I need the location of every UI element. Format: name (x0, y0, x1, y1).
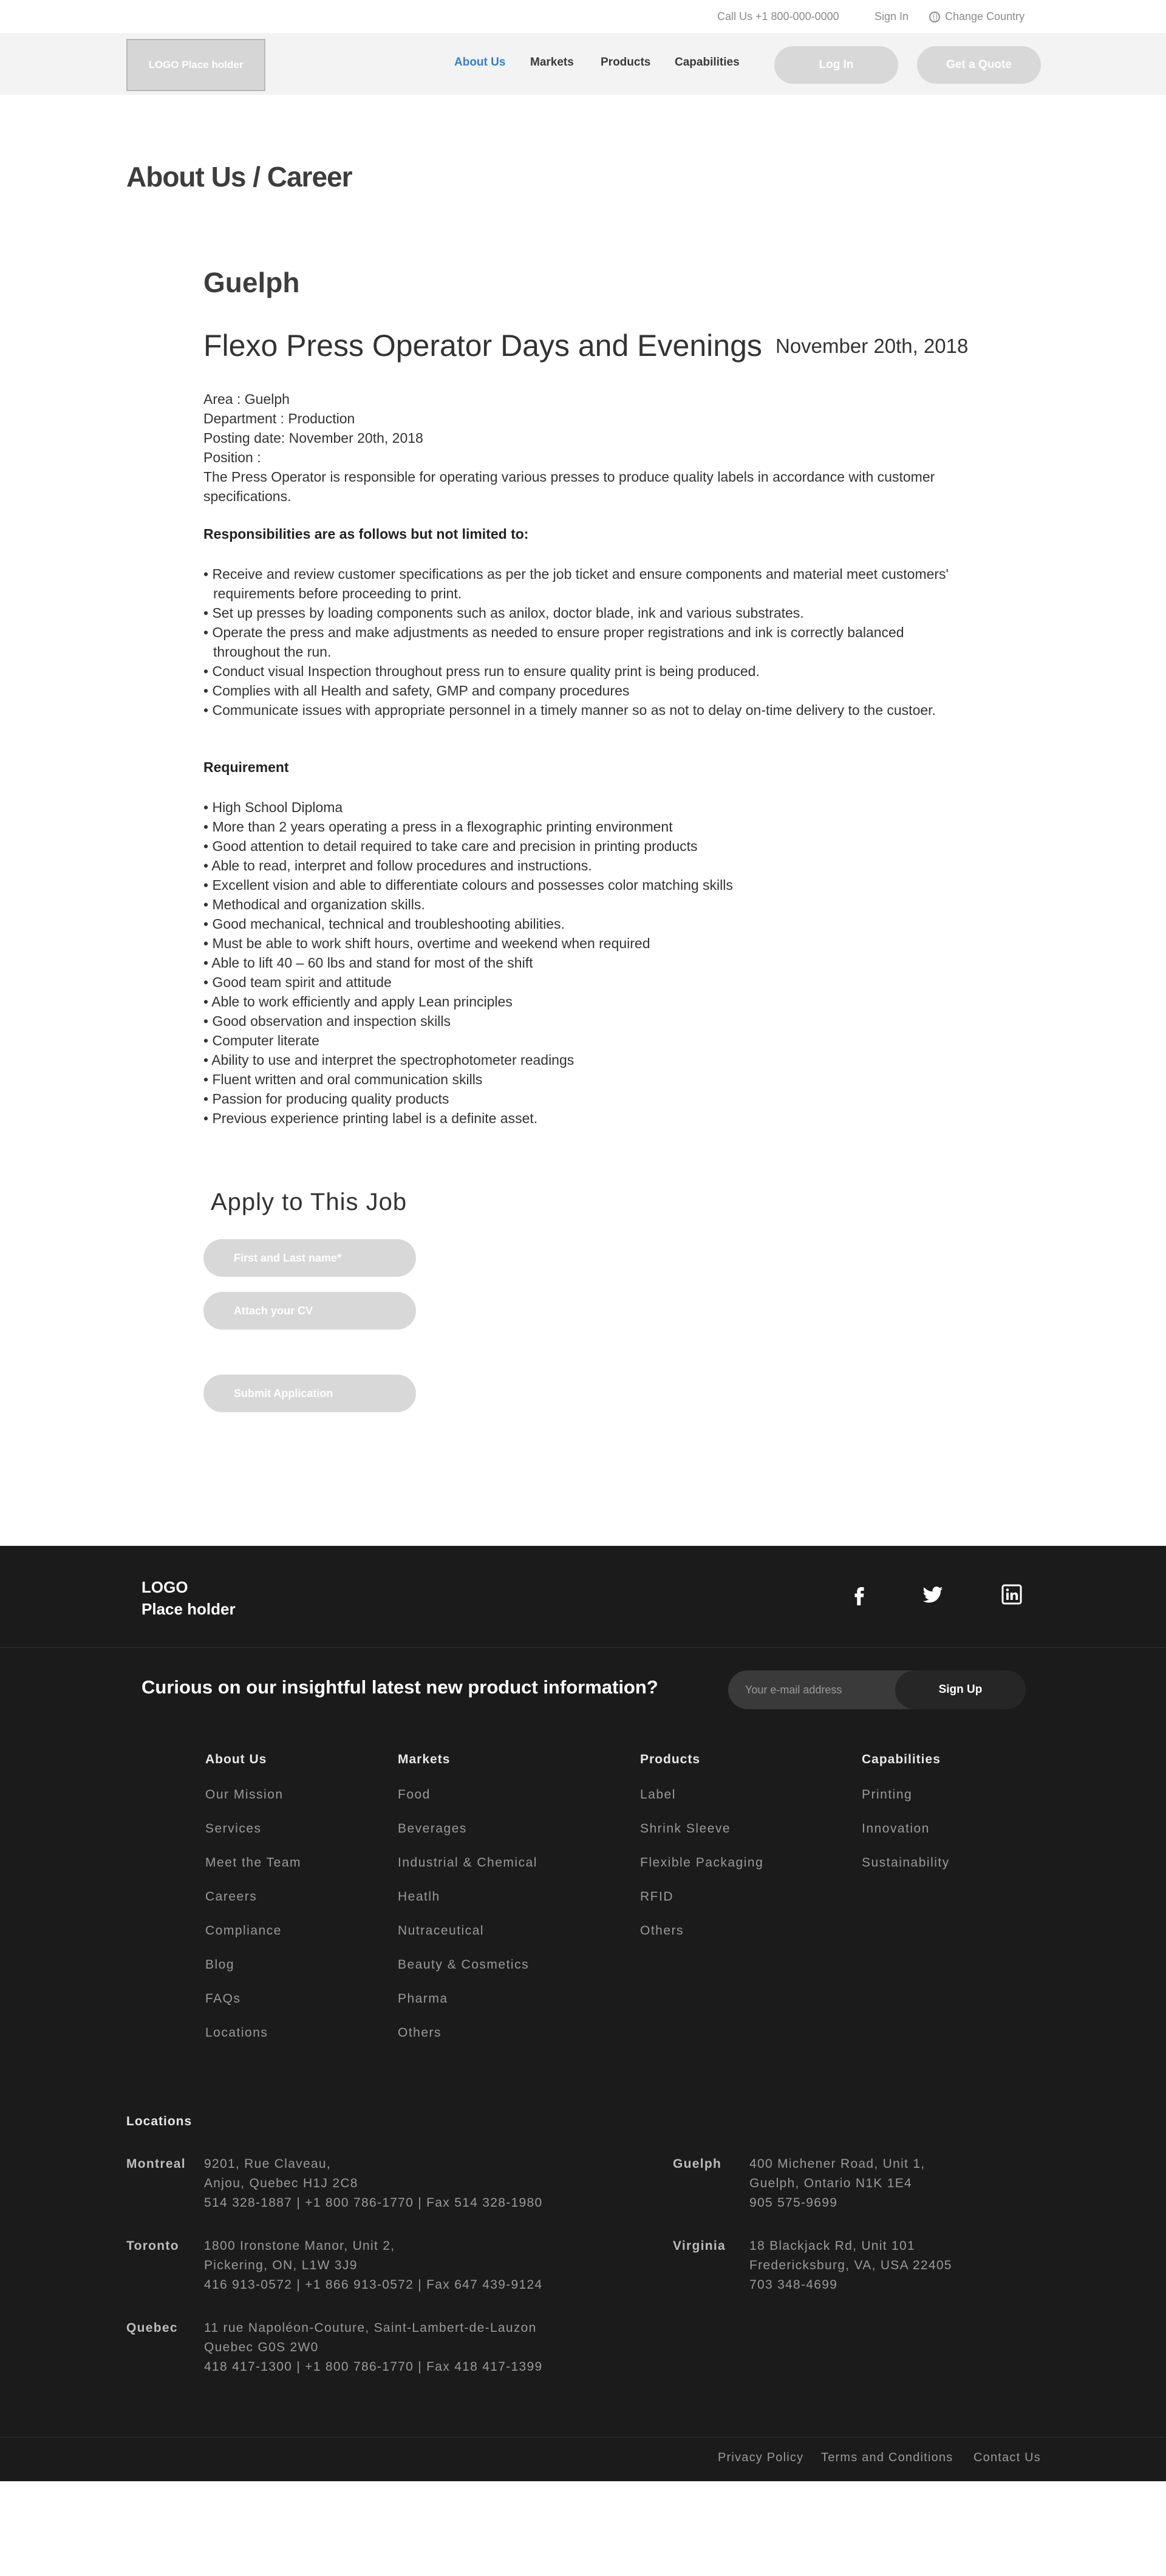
list-item: • Receive and review customer specifications as per the job ticket and ensure components and material meet customers' requirements before proceeding to print. (203, 566, 949, 601)
location-city: Guelph (673, 2157, 722, 2171)
job-description: The Press Operator is responsible for operating various presses to produce quality labels in accordance with customer specifications. (203, 469, 935, 504)
newsletter-form (728, 1670, 1026, 1709)
list-item: • Communicate issues with appropriate personnel in a timely manner so as not to delay on-time delivery to the custoer. (203, 702, 936, 718)
footer-column-about-us (205, 1752, 301, 2060)
list-item: • Ability to use and interpret the spectrophotometer readings (203, 1052, 574, 1068)
footer-link[interactable]: Others (640, 1924, 684, 1938)
submit-application-button[interactable]: Submit Application (203, 1375, 416, 1412)
list-item: • Able to read, interpret and follow procedures and instructions. (203, 858, 592, 873)
footer-link[interactable]: Food (398, 1788, 431, 1802)
footer-link[interactable]: Blog (205, 1958, 235, 1972)
footer-logo[interactable] (141, 1576, 236, 1620)
footer-link[interactable]: Beauty & Cosmetics (398, 1958, 530, 1972)
list-item: • Fluent written and oral communication skills (203, 1071, 483, 1087)
footer-link[interactable]: Industrial & Chemical (398, 1856, 537, 1870)
privacy-policy-link[interactable]: Privacy Policy (718, 2451, 804, 2464)
apply-title: Apply to This Job (211, 1189, 407, 1215)
meta-posting-date: Posting date: November 20th, 2018 (203, 430, 423, 446)
location-city: Virginia (673, 2239, 726, 2253)
email-input[interactable] (728, 1670, 898, 1709)
newsletter-title: Curious on our insightful latest new product information? (141, 1676, 658, 1698)
location-city: Quebec (126, 2321, 178, 2335)
nav-products[interactable]: Products (601, 56, 651, 69)
contact-us-link[interactable]: Contact Us (973, 2451, 1041, 2464)
change-country-link[interactable] (929, 10, 1025, 23)
attach-cv-button[interactable]: Attach your CV (203, 1292, 416, 1330)
sign-in-link[interactable]: Sign In (874, 10, 909, 22)
footer-link[interactable]: Heatlh (398, 1890, 440, 1904)
footer-column-title: Markets (398, 1752, 451, 1766)
list-item: • Previous experience printing label is a definite asset. (203, 1110, 538, 1126)
footer-logo-line1: LOGO (141, 1578, 188, 1596)
footer (0, 1546, 1166, 2481)
meta-area: Area : Guelph (203, 391, 290, 407)
footer-divider (0, 1647, 1166, 1648)
requirements-list (203, 798, 963, 1128)
location-address: 11 rue Napoléon-Couture, Saint-Lambert-de-Lauzon Quebec G0S 2W0 418 417-1300 | +1 800 786-1770 | Fax 418 417-1399 (204, 2321, 543, 2374)
nav-markets[interactable]: Markets (530, 56, 574, 69)
list-item: • Complies with all Health and safety, GMP and company procedures (203, 683, 630, 699)
nav-capabilities[interactable]: Capabilities (675, 56, 740, 69)
utility-bar (0, 0, 1166, 33)
list-item: • Able to lift 40 – 60 lbs and stand for most of the shift (203, 955, 533, 971)
sign-up-button[interactable]: Sign Up (895, 1670, 1026, 1709)
footer-link[interactable]: Meet the Team (205, 1856, 302, 1870)
footer-link[interactable]: Flexible Packaging (640, 1856, 764, 1870)
list-item: • Set up presses by loading components such as anilox, doctor blade, ink and various substrates. (203, 605, 804, 621)
list-item: • More than 2 years operating a press in a flexographic printing environment (203, 819, 673, 835)
footer-link[interactable]: Compliance (205, 1924, 282, 1938)
footer-link[interactable]: Pharma (398, 1992, 448, 2006)
footer-link[interactable]: Shrink Sleeve (640, 1822, 731, 1836)
footer-bottom-divider (0, 2437, 1166, 2438)
footer-link[interactable]: Nutraceutical (398, 1924, 485, 1938)
footer-column-title: Capabilities (862, 1752, 941, 1766)
location-address: 400 Michener Road, Unit 1, Guelph, Ontario N1K 1E4 905 575-9699 (749, 2157, 926, 2210)
list-item: • Passion for producing quality products (203, 1091, 449, 1107)
location-city: Toronto (126, 2239, 179, 2253)
list-item: • Good mechanical, technical and troubleshooting abilities. (203, 916, 565, 932)
call-us-link[interactable]: Call Us +1 800-000-0000 (717, 10, 839, 22)
footer-logo-line2: Place holder (141, 1600, 236, 1618)
list-item: • Good observation and inspection skills (203, 1013, 451, 1029)
list-item: • Must be able to work shift hours, overtime and weekend when required (203, 935, 650, 951)
footer-link[interactable]: RFID (640, 1890, 673, 1904)
footer-column-products (640, 1752, 763, 1958)
login-button[interactable]: Log In (774, 46, 898, 84)
meta-department: Department : Production (203, 411, 355, 426)
job-date: November 20th, 2018 (776, 335, 969, 357)
footer-link[interactable]: FAQs (205, 1992, 241, 2006)
get-quote-button[interactable]: Get a Quote (917, 46, 1041, 84)
location-address: 1800 Ironstone Manor, Unit 2, Pickering, ON, L1W 3J9 416 913-0572 | +1 866 913-0572 | Fax 647 439-9124 (204, 2239, 543, 2292)
footer-link[interactable]: Innovation (862, 1822, 930, 1836)
list-item: • Good attention to detail required to take care and precision in printing products (203, 838, 698, 854)
nav-about-us[interactable]: About Us (454, 56, 506, 69)
twitter-icon[interactable] (922, 1584, 944, 1605)
list-item: • Operate the press and make adjustments as needed to ensure proper registrations and ink is correctly balanced throughout the run. (203, 624, 904, 660)
facebook-icon[interactable] (848, 1584, 870, 1605)
name-input[interactable] (203, 1239, 416, 1277)
footer-column-title: Products (640, 1752, 701, 1766)
footer-column-title: About Us (205, 1752, 267, 1766)
linkedin-icon[interactable] (1001, 1584, 1023, 1605)
footer-column-markets (398, 1752, 537, 2060)
requirement-heading: Requirement (203, 759, 289, 775)
globe-icon (929, 12, 940, 22)
footer-link[interactable]: Others (398, 2026, 442, 2040)
location-address: 18 Blackjack Rd, Unit 101 Fredericksburg, VA, USA 22405 703 348-4699 (749, 2239, 952, 2292)
terms-link[interactable]: Terms and Conditions (821, 2451, 953, 2464)
footer-link[interactable]: Label (640, 1788, 676, 1802)
footer-link[interactable]: Printing (862, 1788, 913, 1802)
locations-heading: Locations (126, 2114, 193, 2128)
list-item: • Computer literate (203, 1033, 319, 1048)
logo[interactable]: LOGO Place holder (126, 39, 265, 91)
list-item: • Able to work efficiently and apply Lean principles (203, 994, 513, 1010)
list-item: • Methodical and organization skills. (203, 897, 425, 912)
location-address: 9201, Rue Claveau, Anjou, Quebec H1J 2C8 514 328-1887 | +1 800 786-1770 | Fax 514 328-1980 (204, 2157, 543, 2210)
footer-link[interactable]: Locations (205, 2026, 268, 2040)
responsibilities-list (203, 564, 963, 720)
job-meta (203, 389, 423, 467)
meta-position: Position : (203, 449, 261, 465)
page-title: About Us / Career (126, 161, 352, 193)
job-title: Flexo Press Operator Days and Evenings (203, 329, 762, 363)
list-item: • High School Diploma (203, 799, 343, 815)
footer-link[interactable]: Sustainability (862, 1856, 950, 1870)
footer-column-capabilities (862, 1752, 950, 1890)
footer-link[interactable]: Beverages (398, 1822, 467, 1836)
list-item: • Conduct visual Inspection throughout press run to ensure quality print is being produced. (203, 663, 760, 679)
footer-link[interactable]: Our Mission (205, 1788, 284, 1802)
location-city: Montreal (126, 2157, 186, 2171)
footer-link[interactable]: Careers (205, 1890, 257, 1904)
change-country-label: Change Country (945, 10, 1025, 22)
list-item: • Excellent vision and able to differentiate colours and possesses color matching skills (203, 877, 733, 893)
footer-link[interactable]: Services (205, 1822, 262, 1836)
header (0, 33, 1166, 95)
responsibilities-heading: Responsibilities are as follows but not limited to: (203, 526, 529, 542)
list-item: • Good team spirit and attitude (203, 974, 392, 990)
location-title: Guelph (203, 267, 300, 298)
